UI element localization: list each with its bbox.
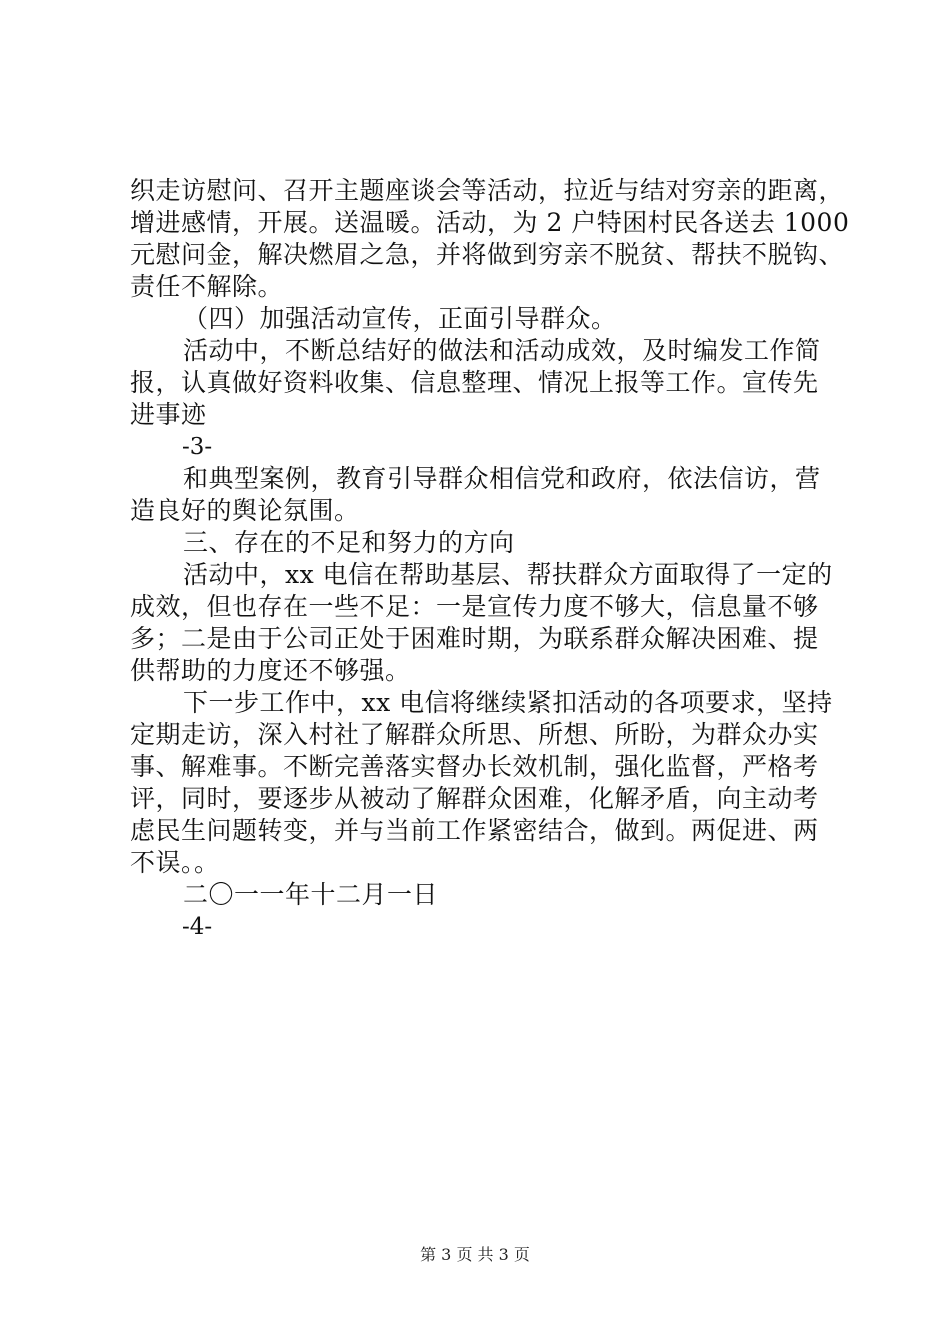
text-line: 不误。。 [130,848,220,877]
text-line: 评，同时，要逐步从被动了解群众困难，化解矛盾，向主动考 [130,784,819,813]
text-line: 活动中，不断总结好的做法和活动成效，及时编发工作简 [183,336,821,365]
text-line: 造良好的舆论氛围。 [130,496,360,525]
section-heading: 三、存在的不足和努力的方向 [183,528,515,557]
text-line: 成效，但也存在一些不足：一是宣传力度不够大，信息量不够 [130,592,819,621]
section-heading: （四）加强活动宣传，正面引导群众。 [183,304,617,333]
text-line: 定期走访，深入村社了解群众所思、所想、所盼，为群众办实 [130,720,819,749]
page-mark: -3- [182,434,213,460]
text-line: 虑民生问题转变，并与当前工作紧密结合，做到。两促进、两 [130,816,819,845]
text-line: 增进感情，开展。送温暖。活动，为 2 户特困村民各送去 1000 [130,208,850,237]
text-line: 进事迹 [130,400,207,429]
text-line: 报，认真做好资料收集、信息整理、情况上报等工作。宣传先 [130,368,819,397]
text-line: 供帮助的力度还不够强。 [130,656,411,685]
text-line: 事、解难事。不断完善落实督办长效机制，强化监督，严格考 [130,752,819,781]
text-line: 多；二是由于公司正处于困难时期，为联系群众解决困难、提 [130,624,819,653]
text-line: 和典型案例，教育引导群众相信党和政府，依法信访，营 [183,464,821,493]
date-line: 二〇一一年十二月一日 [183,880,439,909]
text-line: 下一步工作中，xx 电信将继续紧扣活动的各项要求，坚持 [183,688,833,717]
page-footer: 第 3 页 共 3 页 [420,1245,530,1264]
text-line: 责任不解除。 [130,272,284,301]
text-line: 元慰问金，解决燃眉之急，并将做到穷亲不脱贫、帮扶不脱钩、 [130,240,845,269]
text-line: 活动中，xx 电信在帮助基层、帮扶群众方面取得了一定的 [183,560,833,589]
text-line: 织走访慰问、召开主题座谈会等活动，拉近与结对穷亲的距离， [130,176,845,205]
page-mark: -4- [182,914,213,940]
